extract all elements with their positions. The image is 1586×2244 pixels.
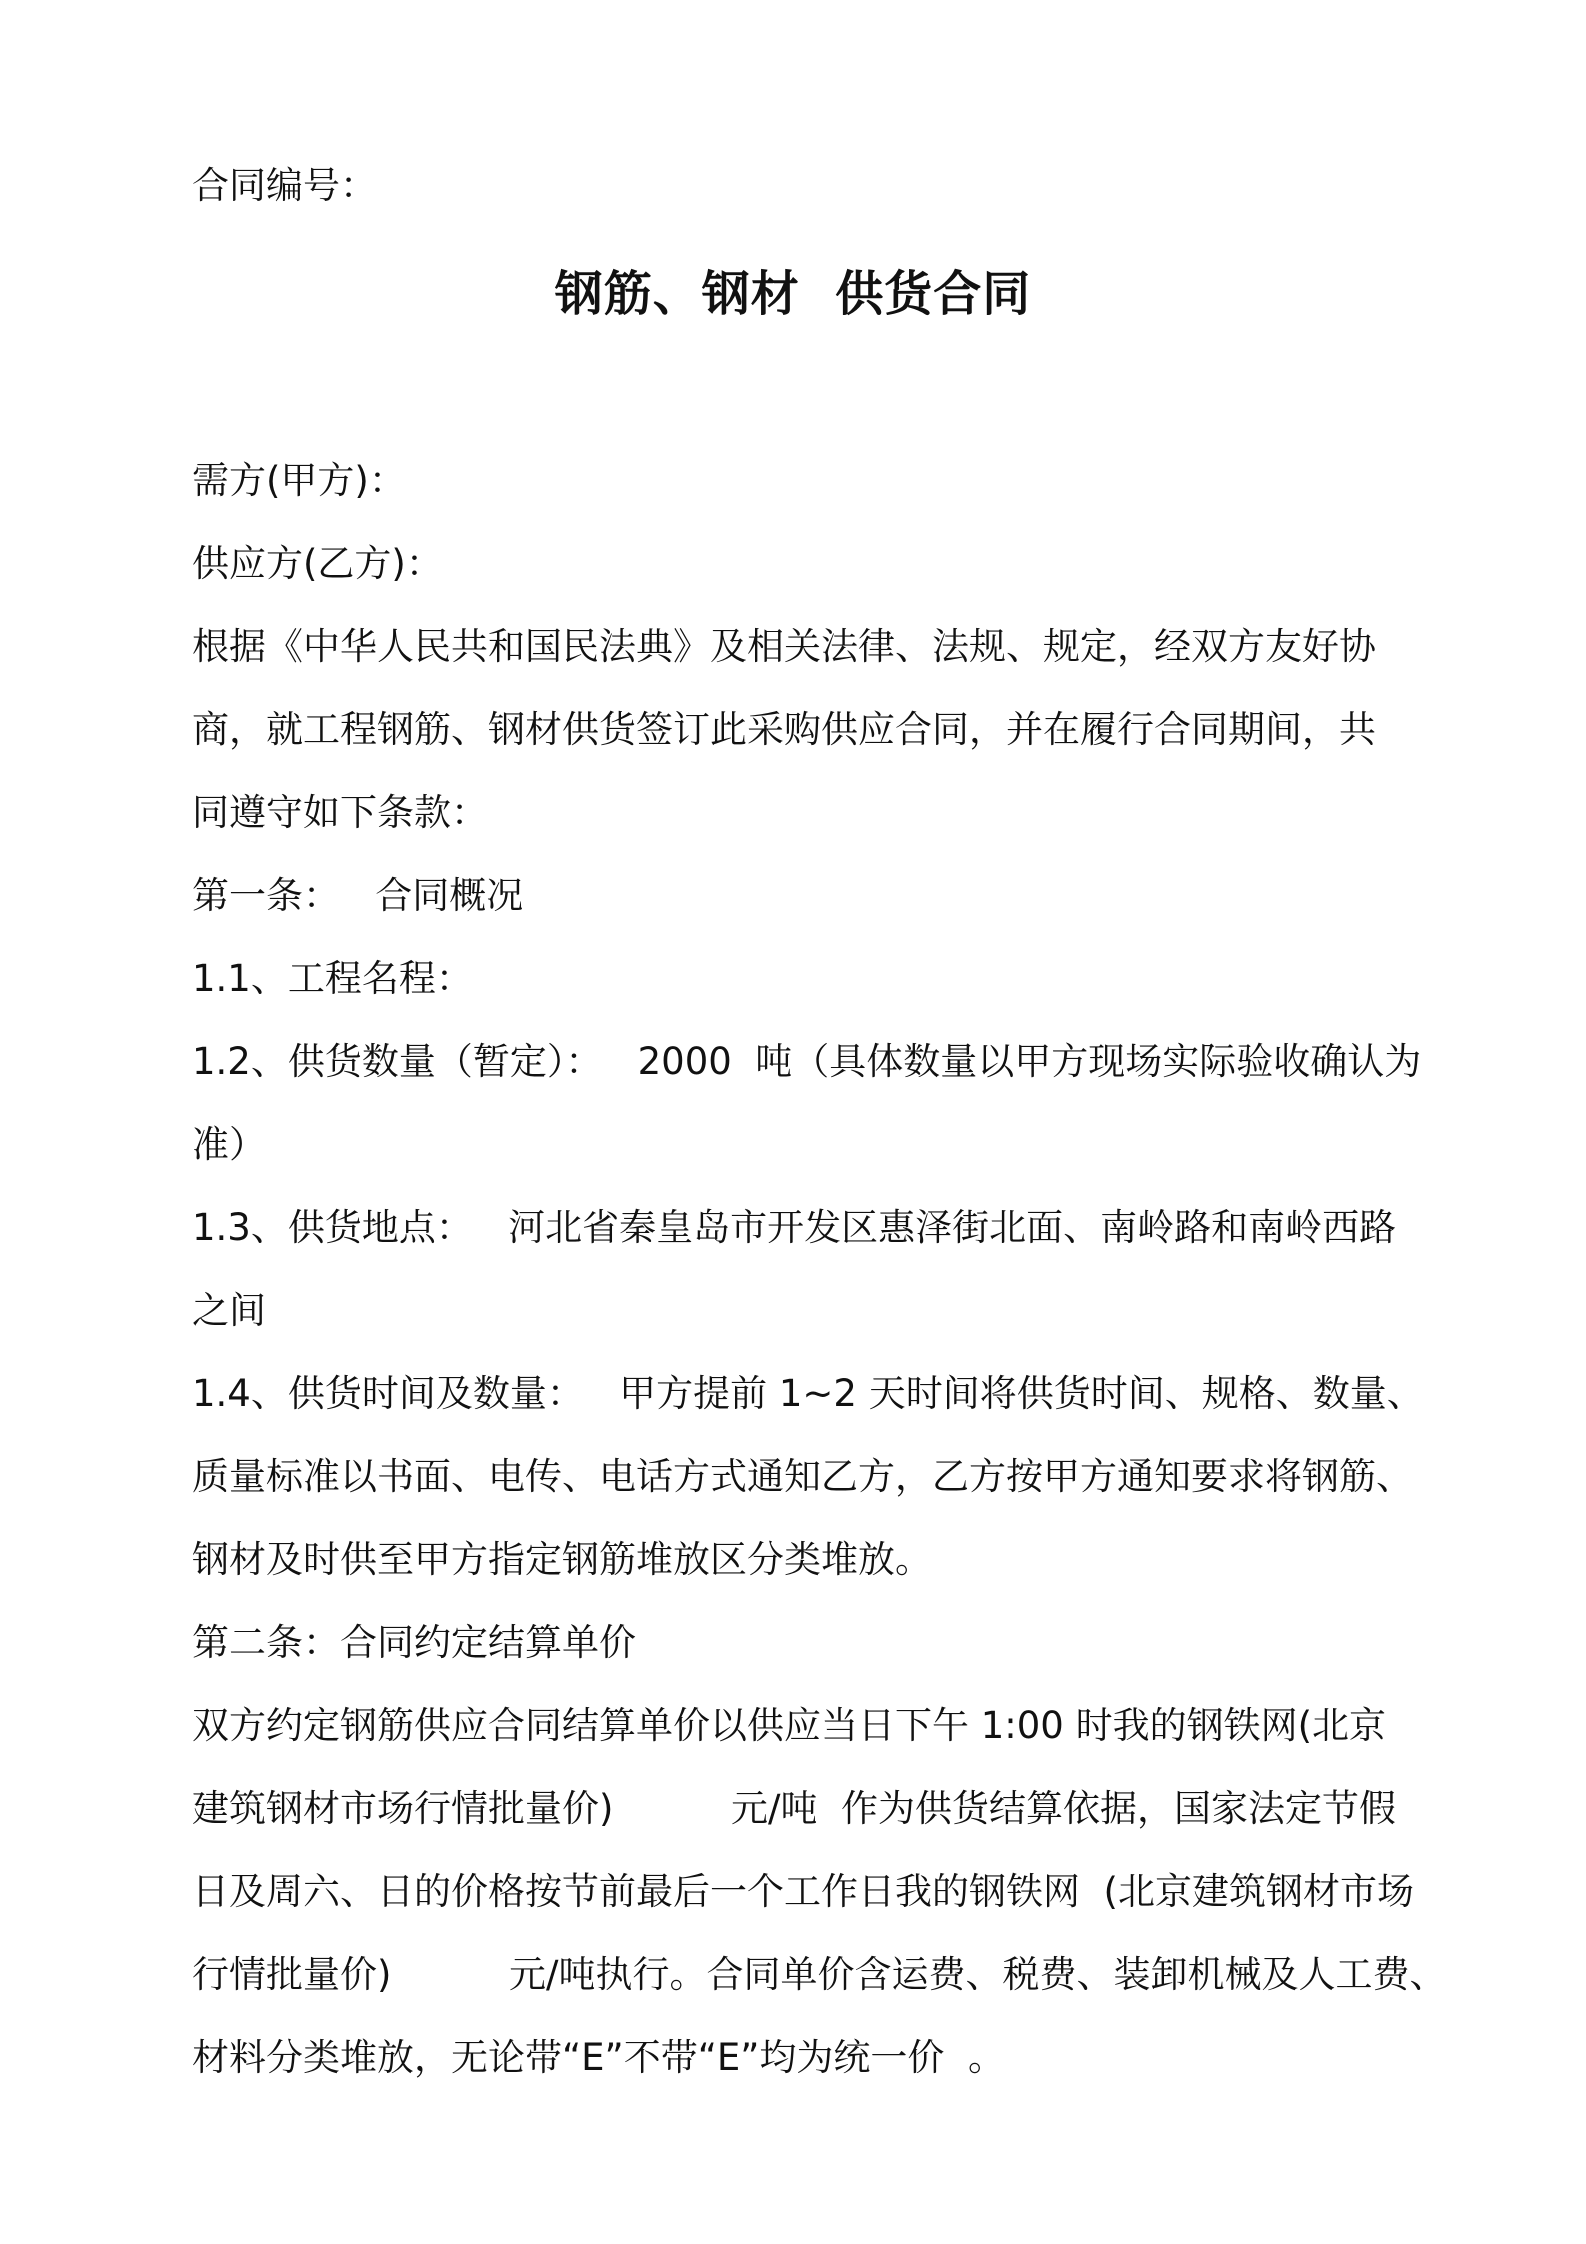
article-2-line-3: 日及周六、日的价格按节前最后一个工作日我的钢铁网 (北京建筑钢材市场 <box>192 1870 1414 1913</box>
party-b-line: 供应方(乙方)： <box>192 542 443 585</box>
article-2-heading: 第二条：合同约定结算单价 <box>192 1621 636 1664</box>
clause-1-1: 1.1、工程名程： <box>192 957 473 1000</box>
clause-1-4-line-2: 质量标准以书面、电传、电话方式通知乙方，乙方按甲方通知要求将钢筋、 <box>192 1455 1413 1498</box>
clause-1-4-line-1: 1.4、供货时间及数量： 甲方提前 1~2 天时间将供货时间、规格、数量、 <box>192 1372 1424 1415</box>
preamble-line-1: 根据《中华人民共和国民法典》及相关法律、法规、规定，经双方友好协 <box>192 625 1376 668</box>
article-2-line-4: 行情批量价) 元/吨执行。合同单价含运费、税费、装卸机械及人工费、 <box>192 1953 1447 1996</box>
article-1-heading: 第一条： 合同概况 <box>192 874 524 917</box>
preamble-line-3: 同遵守如下条款： <box>192 791 488 834</box>
party-a-line: 需方(甲方)： <box>192 459 406 502</box>
clause-1-3-line-1: 1.3、供货地点： 河北省秦皇岛市开发区惠泽街北面、南岭路和南岭西路 <box>192 1206 1397 1249</box>
clause-1-4-line-3: 钢材及时供至甲方指定钢筋堆放区分类堆放。 <box>192 1538 932 1581</box>
article-2-line-2: 建筑钢材市场行情批量价) 元/吨 作为供货结算依据，国家法定节假 <box>192 1787 1397 1830</box>
article-2-line-5: 材料分类堆放，无论带“E”不带“E”均为统一价 。 <box>192 2036 1005 2079</box>
article-2-line-1: 双方约定钢筋供应合同结算单价以供应当日下午 1:00 时我的钢铁网(北京 <box>192 1704 1387 1747</box>
clause-1-2-line-2: 准） <box>192 1123 266 1166</box>
clause-1-3-line-2: 之间 <box>192 1289 266 1332</box>
preamble-line-2: 商，就工程钢筋、钢材供货签订此采购供应合同，并在履行合同期间，共 <box>192 708 1376 751</box>
document-title: 钢筋、钢材 供货合同 <box>554 266 1032 322</box>
contract-number-label: 合同编号： <box>192 164 377 207</box>
clause-1-2-line-1: 1.2、供货数量（暂定）： 2000 吨（具体数量以甲方现场实际验收确认为 <box>192 1040 1422 1083</box>
